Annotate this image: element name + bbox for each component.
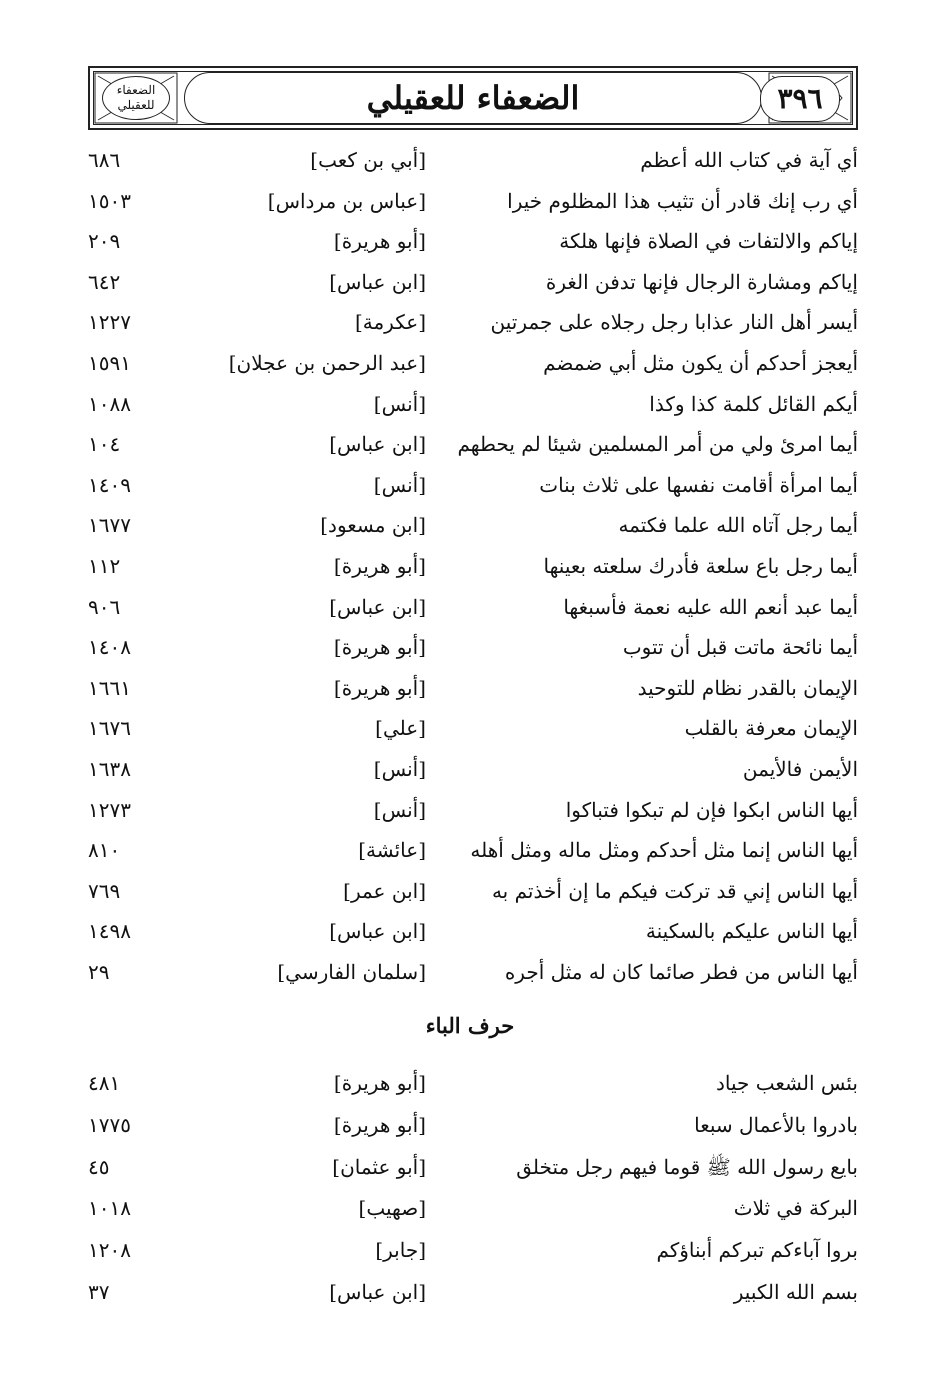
hadith-text: أي رب إنك قادر أن تثيب هذا المظلوم خيرا — [507, 188, 858, 213]
hadith-number: ٢٠٩ — [88, 229, 121, 254]
hadith-number: ١٥٩١ — [88, 351, 131, 375]
narrator-name: [ابن عباس] — [329, 919, 426, 944]
hadith-number: ٢٩ — [88, 960, 110, 984]
page-number: ٣٩٦ — [760, 76, 840, 122]
index-row — [0, 546, 940, 586]
hadith-number: ١٢٠٨ — [88, 1238, 131, 1263]
hadith-text: أيها الناس إني قد تركت فيكم ما إن أخذتم به — [491, 878, 858, 903]
narrator-name: [أبو هريرة] — [333, 1071, 426, 1095]
hadith-text: الأيمن فالأيمن — [742, 757, 858, 781]
hadith-text: الإيمان معرفة بالقلب — [684, 716, 858, 741]
hadith-number: ١٠١٨ — [88, 1196, 131, 1221]
hadith-number: ١٠٨٨ — [88, 391, 131, 416]
hadith-number: ١٥٠٣ — [88, 188, 131, 213]
narrator-name: [أبو هريرة] — [333, 554, 426, 578]
index-row — [0, 384, 940, 424]
index-row — [0, 424, 940, 464]
hadith-text: أيما رجل باع سلعة فأدرك سلعته بعينها — [543, 554, 858, 578]
hadith-text: إياكم ومشارة الرجال فإنها تدفن الغرة — [545, 269, 858, 294]
index-row — [0, 871, 940, 911]
hadith-number: ١٤٩٨ — [88, 919, 131, 944]
narrator-name: [سلمان الفارسي] — [277, 960, 426, 984]
narrator-name: [أنس] — [373, 757, 426, 781]
index-row — [0, 668, 940, 708]
hadith-text: أيما عبد أنعم الله عليه نعمة فأسبغها — [563, 594, 858, 619]
narrator-name: [عائشة] — [358, 838, 426, 863]
book-title: الضعفاء للعقيلي — [366, 79, 580, 117]
narrator-name: [جابر] — [375, 1238, 426, 1263]
narrator-name: [أبي بن كعب] — [310, 148, 426, 172]
index-row — [0, 790, 940, 830]
index-row — [0, 587, 940, 627]
section-heading: حرف الباء — [425, 1013, 515, 1038]
index-row — [0, 1147, 940, 1187]
index-row — [0, 302, 940, 342]
hadith-text: أيعجز أحدكم أن يكون مثل أبي ضمضم — [543, 351, 858, 375]
index-row — [0, 952, 940, 992]
hadith-number: ٩٠٦ — [88, 594, 121, 619]
narrator-name: [ابن عباس] — [329, 1280, 426, 1304]
narrator-name: [أنس] — [373, 391, 426, 416]
hadith-text: بادروا بالأعمال سبعا — [694, 1112, 858, 1137]
hadith-text: أيما رجل آتاه الله علما فكتمه — [618, 513, 858, 538]
narrator-name: [أبو عثمان] — [332, 1154, 426, 1179]
hadith-text: أي آية في كتاب الله أعظم — [640, 148, 858, 172]
hadith-text: الإيمان بالقدر نظام للتوحيد — [637, 675, 858, 700]
index-row — [0, 181, 940, 221]
index-row — [0, 1272, 940, 1312]
index-row — [0, 1063, 940, 1103]
hadith-number: ٧٦٩ — [88, 878, 121, 903]
narrator-name: [أبو هريرة] — [333, 675, 426, 700]
hadith-text: أيسر أهل النار عذابا رجل رجلاه على جمرتين — [490, 310, 858, 335]
narrator-name: [أنس] — [373, 797, 426, 822]
narrator-name: [عبد الرحمن بن عجلان] — [228, 351, 426, 375]
hadith-number: ٤٥ — [88, 1154, 110, 1179]
hadith-number: ٨١٠ — [88, 838, 121, 863]
hadith-text: بروا آباءكم تبركم أبناؤكم — [656, 1238, 858, 1263]
hadith-text: أيكم القائل كلمة كذا وكذا — [649, 391, 858, 416]
narrator-name: [صهيب] — [358, 1196, 426, 1221]
hadith-number: ٣٧ — [88, 1280, 110, 1304]
index-row — [0, 830, 940, 870]
narrator-name: [علي] — [375, 716, 426, 741]
page-header — [88, 66, 858, 130]
index-row — [0, 505, 940, 545]
hadith-text: أيما نائحة ماتت قبل أن تتوب — [622, 635, 858, 660]
hadith-number: ٦٤٢ — [88, 269, 121, 294]
hadith-number: ١٢٢٧ — [88, 310, 131, 335]
book-stamp: الضعفاء للعقيلي — [102, 76, 170, 120]
narrator-name: [عكرمة] — [354, 310, 426, 335]
hadith-text: بايع رسول الله ﷺ قوما فيهم رجل متخلق — [516, 1154, 858, 1179]
hadith-number: ١٦٦١ — [88, 675, 131, 700]
index-row — [0, 708, 940, 748]
index-row — [0, 1188, 940, 1228]
narrator-name: [ابن عمر] — [343, 878, 426, 903]
index-row — [0, 1105, 940, 1145]
hadith-number: ١٢٧٣ — [88, 797, 131, 822]
hadith-text: أيما امرئ ولي من أمر المسلمين شيئا لم يحطهم — [457, 432, 858, 457]
hadith-number: ١٧٧٥ — [88, 1112, 131, 1137]
index-row — [0, 627, 940, 667]
index-row — [0, 140, 940, 180]
hadith-text: أيها الناس إنما مثل أحدكم ومثل ماله ومثل أهله — [470, 838, 858, 863]
hadith-text: أيما امرأة أقامت نفسها على ثلاث بنات — [539, 472, 858, 497]
narrator-name: [أبو هريرة] — [333, 635, 426, 660]
index-row — [0, 749, 940, 789]
hadith-text: البركة في ثلاث — [733, 1196, 858, 1221]
narrator-name: [ابن عباس] — [329, 269, 426, 294]
hadith-text: إياكم والالتفات في الصلاة فإنها هلكة — [559, 229, 858, 254]
hadith-text: أيها الناس من فطر صائما كان له مثل أجره — [504, 960, 858, 984]
narrator-name: [عباس بن مرداس] — [267, 188, 426, 213]
hadith-number: ١١٢ — [88, 554, 121, 578]
index-row — [0, 465, 940, 505]
narrator-name: [ابن عباس] — [329, 594, 426, 619]
hadith-text: بئس الشعب جياد — [716, 1071, 858, 1095]
index-row — [0, 262, 940, 302]
hadith-number: ١٦٣٨ — [88, 757, 131, 781]
hadith-text: بسم الله الكبير — [733, 1280, 858, 1304]
hadith-number: ١٤٠٩ — [88, 472, 131, 497]
index-row — [0, 221, 940, 261]
index-row — [0, 1230, 940, 1270]
hadith-number: ١٦٧٧ — [88, 513, 131, 538]
narrator-name: [ابن عباس] — [329, 432, 426, 457]
narrator-name: [أبو هريرة] — [333, 229, 426, 254]
index-row — [0, 911, 940, 951]
narrator-name: [أبو هريرة] — [333, 1112, 426, 1137]
hadith-number: ٦٨٦ — [88, 148, 121, 172]
hadith-number: ٤٨١ — [88, 1071, 121, 1095]
hadith-number: ١٤٠٨ — [88, 635, 131, 660]
narrator-name: [ابن مسعود] — [320, 513, 426, 538]
hadith-number: ١٠٤ — [88, 432, 121, 457]
index-row — [0, 343, 940, 383]
hadith-text: أيها الناس عليكم بالسكينة — [645, 919, 858, 944]
hadith-text: أيها الناس ابكوا فإن لم تبكوا فتباكوا — [565, 797, 858, 822]
hadith-number: ١٦٧٦ — [88, 716, 131, 741]
narrator-name: [أنس] — [373, 472, 426, 497]
